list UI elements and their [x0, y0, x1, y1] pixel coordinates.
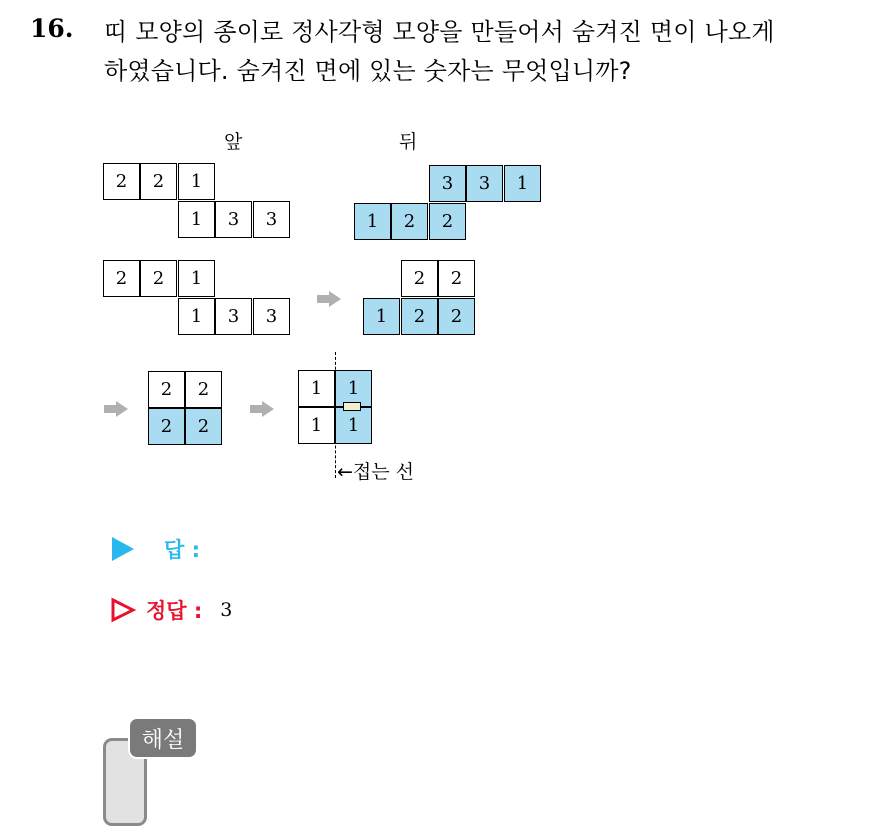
correct-answer-value: 3: [220, 599, 233, 621]
correct-answer-label: 정답 :: [146, 599, 203, 623]
question-line-2: 하였습니다. 숨겨진 면에 있는 숫자는 무엇입니까?: [104, 57, 632, 85]
step-arrow-icon: [262, 401, 274, 417]
step4-cell: 1: [298, 407, 335, 444]
step2-cell: 2: [438, 298, 475, 335]
front-cell: 2: [103, 163, 140, 200]
step4-cell: 1: [335, 370, 372, 407]
play-icon: [112, 537, 134, 561]
step2-cell: 2: [401, 260, 438, 297]
step2-cell: 2: [401, 298, 438, 335]
back-cell: 1: [504, 165, 541, 202]
outline-play-icon: [110, 597, 136, 623]
front-cell: 2: [140, 163, 177, 200]
step1-cell: 1: [178, 298, 215, 335]
explanation-tab[interactable]: 해설: [128, 717, 198, 759]
front-cell: 3: [253, 201, 290, 238]
step-arrow-icon: [329, 291, 341, 307]
step1-cell: 3: [253, 298, 290, 335]
answer-label: 답 :: [164, 538, 200, 562]
front-cell: 1: [178, 163, 215, 200]
step1-cell: 3: [215, 298, 252, 335]
step3-cell: 2: [185, 408, 222, 445]
step3-cell: 2: [148, 408, 185, 445]
step2-cell: 1: [363, 298, 400, 335]
answer-row: [112, 534, 200, 564]
question-line-1: 띠 모양의 종이로 정사각형 모양을 만들어서 숨겨진 면이 나오게: [104, 18, 775, 46]
step1-cell: 1: [178, 260, 215, 297]
step2-cell: 2: [438, 260, 475, 297]
back-cell: 2: [391, 203, 428, 240]
back-cell: 3: [466, 165, 503, 202]
fold-line: [335, 352, 336, 478]
question-text: [104, 13, 874, 91]
step1-cell: 2: [103, 260, 140, 297]
fold-line-label: ←접는 선: [337, 461, 415, 483]
step3-cell: 2: [185, 371, 222, 408]
tape-icon: [343, 402, 361, 411]
step4-cell: 1: [335, 407, 372, 444]
front-cell: 3: [215, 201, 252, 238]
back-label: 뒤: [399, 131, 418, 153]
back-cell: 3: [429, 165, 466, 202]
front-cell: 1: [178, 201, 215, 238]
front-label: 앞: [224, 131, 243, 153]
question-number: 16.: [30, 14, 74, 43]
step1-cell: 2: [140, 260, 177, 297]
step-arrow-icon: [116, 401, 128, 417]
back-cell: 1: [354, 203, 391, 240]
step3-cell: 2: [148, 371, 185, 408]
back-cell: 2: [429, 203, 466, 240]
step4-cell: 1: [298, 370, 335, 407]
correct-answer-row: [110, 595, 232, 625]
